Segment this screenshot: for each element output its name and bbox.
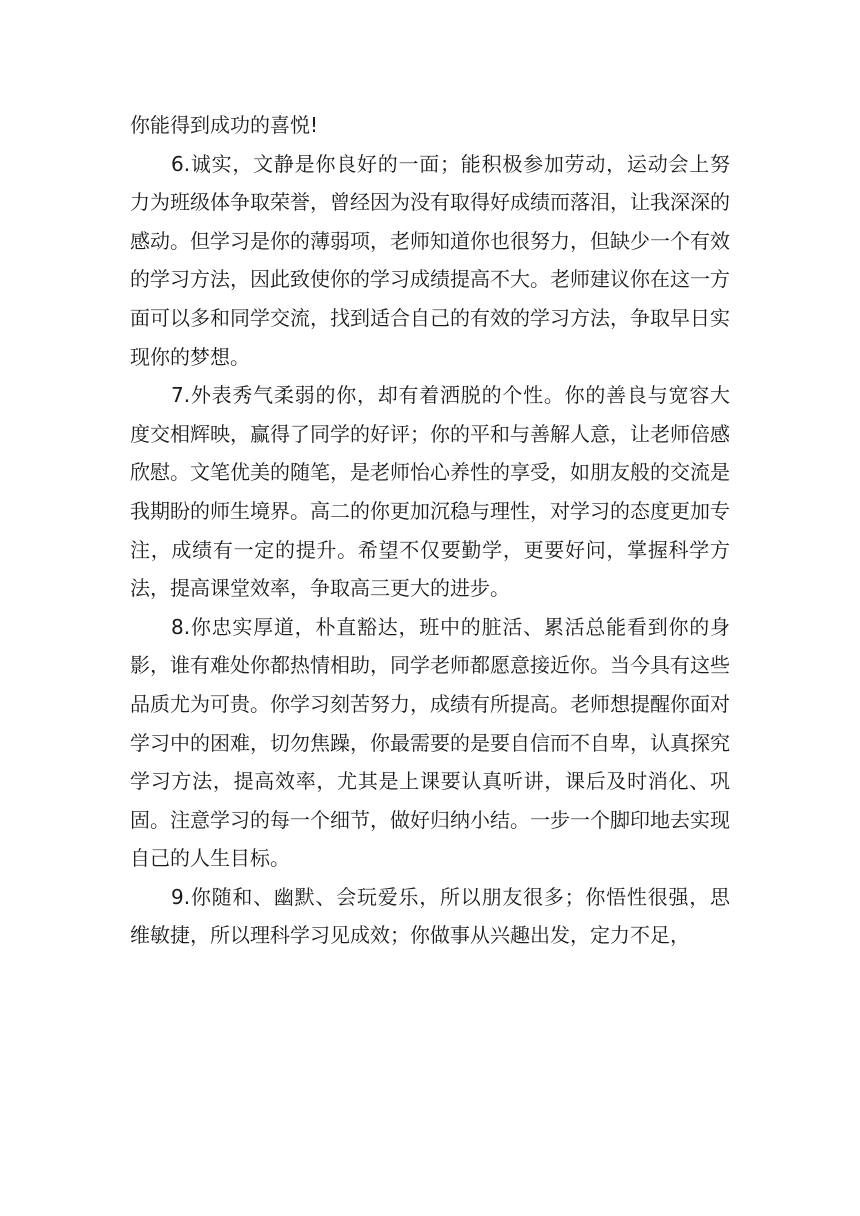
paragraph-comment-6: 6.诚实，文静是你良好的一面；能积极参加劳动，运动会上努力为班级体争取荣誉，曾经因为没有取得好成绩而落泪，让我深深的感动。但学习是你的薄弱项，老师知道你也很努力，但缺少一个有效的学习方法，因此致使你的学习成绩提高不大。老师建议你在这一方面可以多和同学交流，找到适合自己的有效的学习方法，争取早日实现你的梦想。: [130, 151, 730, 369]
document-body: [130, 106, 730, 955]
paragraph-comment-7: 7.外表秀气柔弱的你，却有着洒脱的个性。你的善良与宽容大度交相辉映，赢得了同学的好评；你的平和与善解人意，让老师倍感欣慰。文笔优美的随笔，是老师怡心养性的享受，如朋友般的交流是我期盼的师生境界。高二的你更加沉稳与理性，对学习的态度更加专注，成绩有一定的提升。希望不仅要勤学，更要好问，掌握科学方法，提高课堂效率，争取高三更大的进步。: [130, 383, 730, 601]
paragraph-continuation: 你能得到成功的喜悦!: [130, 113, 319, 137]
paragraph-comment-8: 8.你忠实厚道，朴直豁达，班中的脏活、累活总能看到你的身影，谁有难处你都热情相助，同学老师都愿意接近你。当今具有这些品质尤为可贵。你学习刻苦努力，成绩有所提高。老师想提醒你面对学习中的困难，切勿焦躁，你最需要的是要自信而不自卑，认真探究学习方法，提高效率，尤其是上课要认真听讲，课后及时消化、巩固。注意学习的每一个细节，做好归纳小结。一步一个脚印地去实现自己的人生目标。: [130, 614, 730, 871]
paragraph-comment-9: 9.你随和、幽默、会玩爱乐，所以朋友很多；你悟性很强，思维敏捷，所以理科学习见成效；你做事从兴趣出发，定力不足，: [130, 884, 730, 948]
